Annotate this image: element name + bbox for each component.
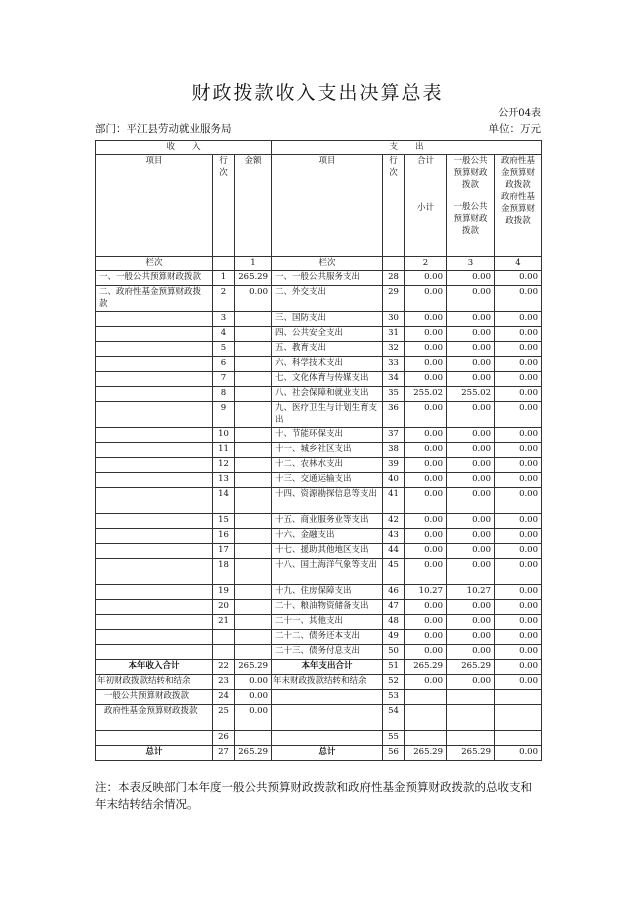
expense-gov: 0.00 [495, 630, 542, 645]
expense-total: 0.00 [405, 630, 447, 645]
income-amount [235, 443, 272, 458]
expense-line: 47 [383, 600, 405, 615]
expense-line: 49 [383, 630, 405, 645]
table-row [96, 286, 542, 312]
income-line: 12 [213, 458, 235, 473]
expense-general: 10.27 [447, 585, 495, 600]
column-header-row [96, 155, 542, 257]
expense-total: 0.00 [405, 443, 447, 458]
begin-carryover-label: 年初财政拨款结转和结余 [96, 675, 213, 690]
table-row [96, 559, 542, 585]
expense-line-header: 行次 [383, 155, 405, 257]
table-row [96, 615, 542, 630]
income-amount [235, 428, 272, 443]
income-amount [235, 615, 272, 630]
income-line-header: 行次 [213, 155, 235, 257]
expense-line: 29 [383, 286, 405, 312]
expense-item: 十九、住房保障支出 [272, 585, 383, 600]
expense-gov: 0.00 [495, 529, 542, 544]
expense-general: 0.00 [447, 342, 495, 357]
page-title: 财政拨款收入支出决算总表 [191, 82, 444, 104]
year-expense-line: 51 [383, 660, 405, 675]
gov-carryover-row [96, 705, 542, 731]
grand-total-expense-label: 总计 [272, 746, 383, 761]
expense-gov: 0.00 [495, 357, 542, 372]
expense-item: 二十二、债务还本支出 [272, 630, 383, 645]
grand-total-expense-line: 56 [383, 746, 405, 761]
income-line: 11 [213, 443, 235, 458]
expense-total: 0.00 [405, 488, 447, 514]
income-item [96, 600, 213, 615]
expense-line: 41 [383, 488, 405, 514]
gov-fund-header-bottom: 政府性基金预算财政拨款 [500, 192, 535, 226]
end-carryover-label: 年末财政拨款结转和结余 [272, 675, 383, 690]
expense-general: 0.00 [447, 428, 495, 443]
income-item [96, 312, 213, 327]
income-amount [235, 327, 272, 342]
expense-line: 46 [383, 585, 405, 600]
expense-item: 九、医疗卫生与计划生育支出 [272, 402, 383, 428]
year-expense-total: 265.29 [405, 660, 447, 675]
income-line: 14 [213, 488, 235, 514]
table-row [96, 357, 542, 372]
expense-gov: 0.00 [495, 615, 542, 630]
expense-total: 0.00 [405, 559, 447, 585]
income-line: 4 [213, 327, 235, 342]
expense-total: 0.00 [405, 514, 447, 529]
expense-gov: 0.00 [495, 645, 542, 660]
col-index-1: 1 [235, 257, 272, 271]
expense-gov: 0.00 [495, 372, 542, 387]
expense-total: 0.00 [405, 428, 447, 443]
table-row [96, 544, 542, 559]
income-line: 2 [213, 286, 235, 312]
general-carryover-label: 一般公共预算财政拨款 [96, 690, 213, 705]
income-line: 6 [213, 357, 235, 372]
expense-general: 0.00 [447, 372, 495, 387]
income-item [96, 488, 213, 514]
table-row [96, 387, 542, 402]
income-amount: 0.00 [235, 286, 272, 312]
table-row [96, 600, 542, 615]
gov-fund-header [495, 155, 542, 257]
expense-general: 0.00 [447, 600, 495, 615]
income-item [96, 630, 213, 645]
expense-gov: 0.00 [495, 600, 542, 615]
footnote: 注：本表反映部门本年度一般公共预算财政拨款和政府性基金预算财政拨款的总收支和年末结转结余情况。 [95, 780, 532, 811]
expense-item: 十八、国土海洋气象等支出 [272, 559, 383, 585]
total-header [405, 155, 447, 257]
income-line: 17 [213, 544, 235, 559]
income-item: 一、一般公共预算财政拨款 [96, 271, 213, 286]
grand-total-gov: 0.00 [495, 746, 542, 761]
expense-gov: 0.00 [495, 458, 542, 473]
begin-carryover-amount: 0.00 [235, 675, 272, 690]
income-amount [235, 559, 272, 585]
income-line [213, 630, 235, 645]
income-item [96, 473, 213, 488]
income-amount [235, 458, 272, 473]
income-item [96, 372, 213, 387]
table-row [96, 372, 542, 387]
expense-line: 38 [383, 443, 405, 458]
income-line: 1 [213, 271, 235, 286]
expense-line: 37 [383, 428, 405, 443]
expense-item: 二、外交支出 [272, 286, 383, 312]
blank-line: 26 [213, 731, 235, 746]
carryover-row [96, 675, 542, 690]
expense-line: 42 [383, 514, 405, 529]
expense-gov: 0.00 [495, 443, 542, 458]
table-row [96, 428, 542, 443]
expense-total: 0.00 [405, 529, 447, 544]
expense-line: 45 [383, 559, 405, 585]
income-amount [235, 312, 272, 327]
income-item [96, 387, 213, 402]
income-item: 二、政府性基金预算财政拨款 [96, 286, 213, 312]
income-item [96, 443, 213, 458]
table-row [96, 529, 542, 544]
expense-line: 40 [383, 473, 405, 488]
income-line: 18 [213, 559, 235, 585]
income-line: 8 [213, 387, 235, 402]
table-row [96, 443, 542, 458]
income-amount [235, 387, 272, 402]
expense-general: 0.00 [447, 271, 495, 286]
end-carryover-general: 0.00 [447, 675, 495, 690]
general-carryover-exp-line: 53 [383, 690, 405, 705]
income-col-index-label: 栏次 [96, 257, 213, 271]
expense-item: 四、公共安全支出 [272, 327, 383, 342]
grand-total-income-label: 总计 [96, 746, 213, 761]
table-row [96, 514, 542, 529]
expense-gov: 0.00 [495, 559, 542, 585]
expense-general: 0.00 [447, 529, 495, 544]
income-line: 20 [213, 600, 235, 615]
income-item [96, 529, 213, 544]
expense-line: 32 [383, 342, 405, 357]
expense-general: 0.00 [447, 357, 495, 372]
year-expense-gov: 0.00 [495, 660, 542, 675]
income-line: 15 [213, 514, 235, 529]
gov-fund-header-top: 政府性基金预算财政拨款 [500, 156, 535, 190]
column-index-row [96, 257, 542, 271]
expense-general: 255.02 [447, 387, 495, 402]
income-line: 19 [213, 585, 235, 600]
income-amount-header: 金额 [235, 155, 272, 257]
year-income-line: 22 [213, 660, 235, 675]
general-budget-header [447, 155, 495, 257]
income-item-header: 项目 [96, 155, 213, 257]
general-carryover-row [96, 690, 542, 705]
expense-item: 二十、粮油物资储备支出 [272, 600, 383, 615]
expense-total: 0.00 [405, 312, 447, 327]
expense-general: 0.00 [447, 615, 495, 630]
expense-total: 0.00 [405, 544, 447, 559]
form-number: 公开04表 [498, 108, 541, 119]
expense-item: 七、文化体育与传媒支出 [272, 372, 383, 387]
expense-item: 十、节能环保支出 [272, 428, 383, 443]
income-line: 13 [213, 473, 235, 488]
expense-gov: 0.00 [495, 544, 542, 559]
general-budget-header-bottom: 一般公共预算财政拨款 [453, 202, 488, 236]
expense-item: 十七、援助其他地区支出 [272, 544, 383, 559]
subtotal-header-label: 小计 [416, 203, 434, 213]
expense-total: 0.00 [405, 473, 447, 488]
expense-total: 0.00 [405, 342, 447, 357]
expense-line: 33 [383, 357, 405, 372]
income-amount [235, 488, 272, 514]
grand-total-income-amount: 265.29 [235, 746, 272, 761]
expense-item: 十一、城乡社区支出 [272, 443, 383, 458]
grand-total-row [96, 746, 542, 761]
expense-general: 0.00 [447, 402, 495, 428]
end-carryover-gov: 0.00 [495, 675, 542, 690]
expense-item: 二十三、债务付息支出 [272, 645, 383, 660]
expense-total: 0.00 [405, 327, 447, 342]
expense-item: 六、科学技术支出 [272, 357, 383, 372]
begin-carryover-line: 23 [213, 675, 235, 690]
col-index-4: 4 [495, 257, 542, 271]
expense-item: 一、一般公共服务支出 [272, 271, 383, 286]
income-amount [235, 514, 272, 529]
income-amount [235, 357, 272, 372]
income-amount [235, 585, 272, 600]
expense-gov: 0.00 [495, 387, 542, 402]
expense-total: 0.00 [405, 357, 447, 372]
expense-general: 0.00 [447, 514, 495, 529]
col-index-2: 2 [405, 257, 447, 271]
table-row [96, 585, 542, 600]
expense-gov: 0.00 [495, 342, 542, 357]
income-amount [235, 473, 272, 488]
expense-general: 0.00 [447, 630, 495, 645]
blank-row [96, 731, 542, 746]
expense-gov: 0.00 [495, 488, 542, 514]
expense-total: 0.00 [405, 402, 447, 428]
income-item [96, 342, 213, 357]
expense-item: 八、社会保障和就业支出 [272, 387, 383, 402]
expense-line: 48 [383, 615, 405, 630]
expense-line: 50 [383, 645, 405, 660]
table-row [96, 458, 542, 473]
budget-table [95, 140, 542, 761]
expense-gov: 0.00 [495, 428, 542, 443]
department-label: 部门：平江县劳动就业服务局 [95, 123, 232, 135]
income-amount [235, 342, 272, 357]
table-row [96, 312, 542, 327]
expense-item: 五、教育支出 [272, 342, 383, 357]
expense-line: 43 [383, 529, 405, 544]
year-total-row [96, 660, 542, 675]
expense-total: 0.00 [405, 271, 447, 286]
expense-item: 十二、农林水支出 [272, 458, 383, 473]
income-line: 16 [213, 529, 235, 544]
expense-item: 十六、金融支出 [272, 529, 383, 544]
income-amount [235, 529, 272, 544]
income-item [96, 458, 213, 473]
expense-gov: 0.00 [495, 286, 542, 312]
expense-total: 10.27 [405, 585, 447, 600]
expense-general: 0.00 [447, 286, 495, 312]
grand-total-total: 265.29 [405, 746, 447, 761]
expense-gov: 0.00 [495, 327, 542, 342]
gov-carryover-label: 政府性基金预算财政拨款 [96, 705, 213, 731]
expense-gov: 0.00 [495, 473, 542, 488]
end-carryover-line: 52 [383, 675, 405, 690]
grand-total-income-line: 27 [213, 746, 235, 761]
year-expense-label: 本年支出合计 [272, 660, 383, 675]
gov-carryover-line: 25 [213, 705, 235, 731]
year-income-label: 本年收入合计 [96, 660, 213, 675]
expense-section-header: 支 出 [272, 141, 542, 155]
income-line: 9 [213, 402, 235, 428]
expense-item: 三、国防支出 [272, 312, 383, 327]
income-item [96, 327, 213, 342]
expense-general: 0.00 [447, 443, 495, 458]
expense-gov: 0.00 [495, 312, 542, 327]
gov-carryover-amount: 0.00 [235, 705, 272, 731]
table-row [96, 630, 542, 645]
table-row [96, 271, 542, 286]
expense-general: 0.00 [447, 458, 495, 473]
expense-general: 0.00 [447, 645, 495, 660]
expense-item: 十三、交通运输支出 [272, 473, 383, 488]
expense-general: 0.00 [447, 327, 495, 342]
unit-label: 单位：万元 [488, 123, 541, 135]
income-amount: 265.29 [235, 271, 272, 286]
income-line: 7 [213, 372, 235, 387]
section-header-row [96, 141, 542, 155]
income-item [96, 645, 213, 660]
expense-item: 十五、商业服务业等支出 [272, 514, 383, 529]
year-expense-general: 265.29 [447, 660, 495, 675]
table-row [96, 488, 542, 514]
income-line: 21 [213, 615, 235, 630]
income-amount [235, 600, 272, 615]
income-item [96, 559, 213, 585]
expense-total: 0.00 [405, 615, 447, 630]
expense-line: 31 [383, 327, 405, 342]
income-amount [235, 630, 272, 645]
income-item [96, 428, 213, 443]
income-item [96, 544, 213, 559]
table-row [96, 645, 542, 660]
income-item [96, 585, 213, 600]
expense-gov: 0.00 [495, 585, 542, 600]
expense-total: 0.00 [405, 458, 447, 473]
expense-item: 十四、资源勘探信息等支出 [272, 488, 383, 514]
expense-total: 255.02 [405, 387, 447, 402]
general-budget-header-top: 一般公共预算财政拨款 [453, 156, 488, 190]
grand-total-general: 265.29 [447, 746, 495, 761]
income-item [96, 402, 213, 428]
income-item [96, 514, 213, 529]
expense-line: 30 [383, 312, 405, 327]
income-item [96, 615, 213, 630]
expense-line: 35 [383, 387, 405, 402]
expense-item-header: 项目 [272, 155, 383, 257]
income-line: 5 [213, 342, 235, 357]
gov-carryover-exp-line: 54 [383, 705, 405, 731]
income-section-header: 收 入 [96, 141, 272, 155]
blank-exp-line: 55 [383, 731, 405, 746]
total-header-label: 合计 [416, 156, 434, 166]
expense-gov: 0.00 [495, 514, 542, 529]
expense-gov: 0.00 [495, 271, 542, 286]
income-line: 3 [213, 312, 235, 327]
table-row [96, 402, 542, 428]
table-row [96, 327, 542, 342]
col-index-3: 3 [447, 257, 495, 271]
year-income-amount: 265.29 [235, 660, 272, 675]
expense-general: 0.00 [447, 473, 495, 488]
expense-total: 0.00 [405, 600, 447, 615]
expense-line: 39 [383, 458, 405, 473]
expense-general: 0.00 [447, 544, 495, 559]
general-carryover-amount: 0.00 [235, 690, 272, 705]
expense-total: 0.00 [405, 645, 447, 660]
expense-item: 二十一、其他支出 [272, 615, 383, 630]
income-item [96, 357, 213, 372]
expense-line: 44 [383, 544, 405, 559]
expense-general: 0.00 [447, 559, 495, 585]
expense-total: 0.00 [405, 372, 447, 387]
expense-col-index-label: 栏次 [272, 257, 383, 271]
expense-line: 28 [383, 271, 405, 286]
expense-general: 0.00 [447, 488, 495, 514]
income-amount [235, 372, 272, 387]
income-line [213, 645, 235, 660]
expense-general: 0.00 [447, 312, 495, 327]
table-row [96, 473, 542, 488]
expense-line: 36 [383, 402, 405, 428]
end-carryover-total: 0.00 [405, 675, 447, 690]
expense-gov: 0.00 [495, 402, 542, 428]
general-carryover-line: 24 [213, 690, 235, 705]
expense-line: 34 [383, 372, 405, 387]
income-amount [235, 645, 272, 660]
table-row [96, 342, 542, 357]
income-line: 10 [213, 428, 235, 443]
income-amount [235, 402, 272, 428]
income-amount [235, 544, 272, 559]
expense-total: 0.00 [405, 286, 447, 312]
